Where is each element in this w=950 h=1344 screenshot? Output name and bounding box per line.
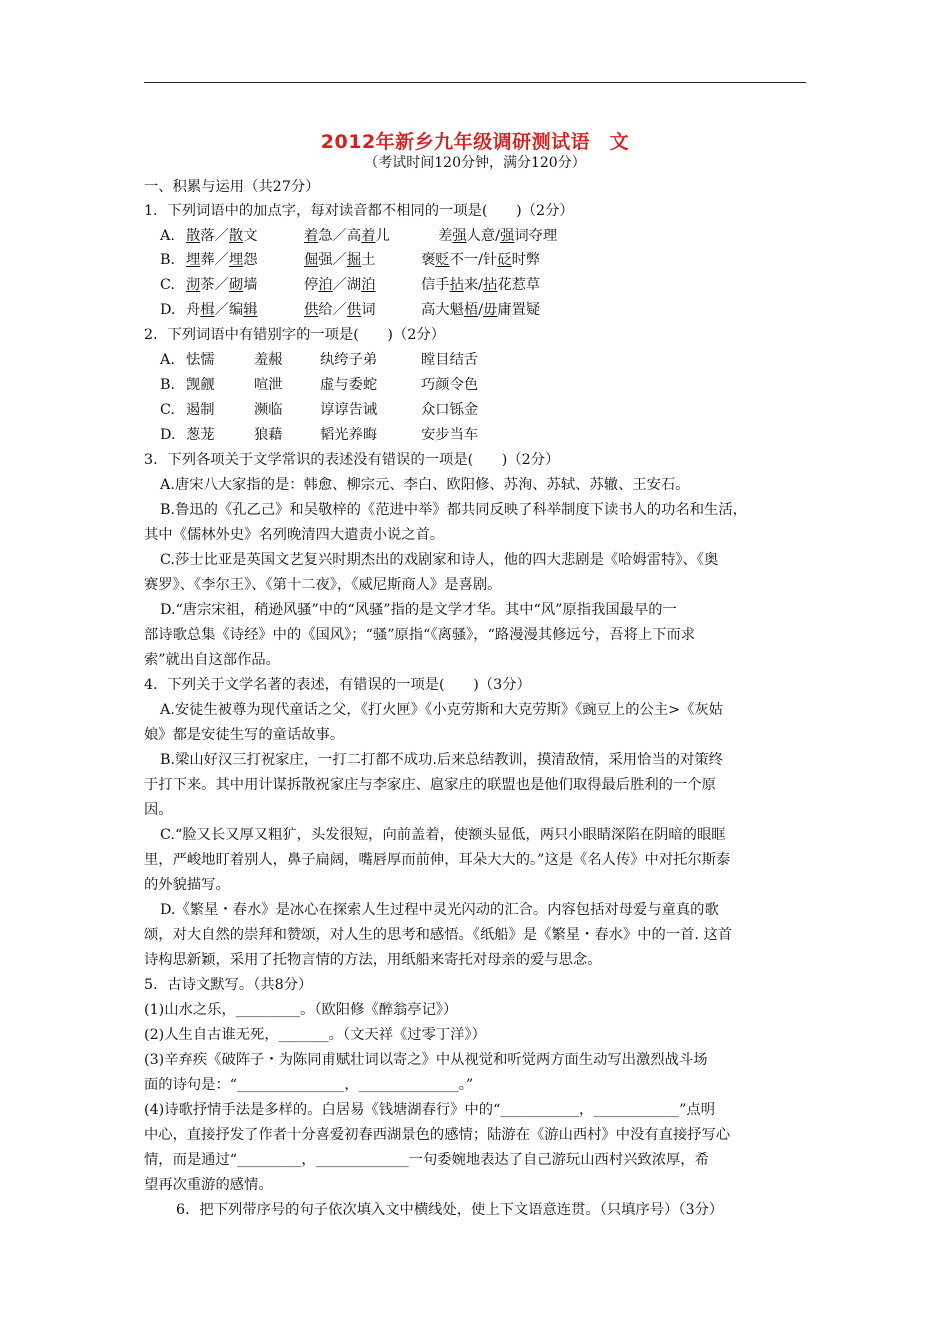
exam-info: （考试时间120分钟，满分120分） bbox=[364, 155, 586, 171]
word-pair: 褒贬不一/针砭时弊 bbox=[421, 252, 541, 268]
question-6-stem: 6．把下列带序号的句子依次填入文中横线处，使上下文语意连贯。（只填序号）（3分） bbox=[176, 1202, 724, 1218]
option-label: D. bbox=[160, 427, 176, 443]
word: 谆谆告诫 bbox=[320, 402, 378, 418]
word: 濒临 bbox=[254, 402, 283, 418]
section-heading: 一、积累与运用（共27分） bbox=[144, 179, 320, 195]
word-pair: 倔强／掘土 bbox=[304, 252, 376, 268]
word: 众口铄金 bbox=[421, 402, 479, 418]
fill-in-line: 面的诗句是：“_______________，______________。” bbox=[144, 1077, 474, 1093]
fill-in-line: (2)人生自古谁无死，_______。（文天祥《过零丁洋》） bbox=[144, 1027, 486, 1043]
header-rule bbox=[144, 82, 806, 83]
q4-option-b-cont: 于打下来。其中用计谋拆散祝家庄与李家庄、扈家庄的联盟也是他们取得最后胜利的一个原 bbox=[144, 777, 716, 793]
option-label: B. bbox=[160, 377, 176, 393]
q4-option-c-cont: 的外貌描写。 bbox=[144, 877, 230, 893]
q3-option-d-cont: 索”就出自这部作品。 bbox=[144, 652, 280, 668]
q3-option-b-cont: 其中《儒林外史》名列晚清四大遣责小说之首。 bbox=[144, 527, 445, 543]
q3-option-c-cont: 赛罗》、《李尔王》、《第十二夜》，《威尼斯商人》是喜剧。 bbox=[144, 577, 502, 593]
option-label: C. bbox=[160, 277, 175, 293]
word-pair: 停泊／湖泊 bbox=[304, 277, 376, 293]
page-title: 2012年新乡九年级调研测试语 文 bbox=[320, 131, 630, 153]
word: 喧泄 bbox=[254, 377, 283, 393]
fill-in-line: (1)山水之乐，_________。（欧阳修《醉翁亭记》） bbox=[144, 1002, 458, 1018]
q4-option-a: A.安徒生被尊为现代童话之父，《打火匣》《小克劳斯和大克劳斯》《豌豆上的公主>《灰姑 bbox=[160, 702, 723, 718]
word: 巧颜令色 bbox=[421, 377, 479, 393]
option-label: A. bbox=[160, 228, 175, 244]
word-pair: 信手拈来/拈花惹草 bbox=[421, 277, 541, 293]
option-label: B. bbox=[160, 252, 176, 268]
option-label: C. bbox=[160, 402, 175, 418]
question-4-stem: 4．下列关于文学名著的表述，有错误的一项是( )（3分） bbox=[144, 677, 531, 693]
question-3-stem: 3．下列各项关于文学常识的表述没有错误的一项是( )（2分） bbox=[144, 452, 560, 468]
q3-option-d: D.“唐宗宋祖，稍逊风骚”中的“风骚”指的是文学才华。其中“风”原指我国最早的一 bbox=[160, 602, 677, 618]
q3-option-c: C.莎士比亚是英国文艺复兴时期杰出的戏剧家和诗人，他的四大悲剧是《哈姆雷特》、《奥 bbox=[160, 552, 719, 568]
q3-option-d-cont: 部诗歌总集《诗经》中的《国风》；“骚”原指“《离骚》，“路漫漫其修远兮，吾将上下而求 bbox=[144, 627, 696, 643]
q3-option-a: A.唐宋八大家指的是：韩愈、柳宗元、李白、欧阳修、苏洵、苏轼、苏辙、王安石。 bbox=[160, 477, 690, 493]
word-pair: 散落／散文 bbox=[186, 228, 258, 244]
question-1-stem: 1．下列词语中的加点字，每对读音都不相同的一项是( )（2分） bbox=[144, 203, 574, 219]
word-pair: 差强人意/强词夺理 bbox=[438, 228, 558, 244]
word: 遏制 bbox=[186, 402, 215, 418]
word: 觊觎 bbox=[186, 377, 215, 393]
word-pair: 着急／高着儿 bbox=[304, 228, 390, 244]
word: 韬光养晦 bbox=[320, 427, 378, 443]
word: 安步当车 bbox=[421, 427, 479, 443]
fill-in-line: 情，而是通过“_________，_____________一句委婉地表达了自己游玩山西村兴致浓厚，希 bbox=[144, 1152, 709, 1168]
q4-option-b: B.梁山好汉三打祝家庄，一打二打都不成功.后来总结教训，摸清敌情，采用恰当的对策终 bbox=[160, 752, 723, 768]
word: 狼藉 bbox=[254, 427, 283, 443]
word-pair: 高大魁梧/毋庸置疑 bbox=[421, 302, 541, 318]
word-pair: 舟楫／编辑 bbox=[186, 302, 258, 318]
word: 怯懦 bbox=[186, 352, 215, 368]
fill-in-line: 望再次重游的感情。 bbox=[144, 1177, 273, 1193]
word: 葱茏 bbox=[186, 427, 215, 443]
q4-option-d: D.《繁星・春水》是冰心在探索人生过程中灵光闪动的汇合。内容包括对母爱与童真的歌 bbox=[160, 902, 719, 918]
word-pair: 埋葬／埋怨 bbox=[186, 252, 258, 268]
q3-option-b: B.鲁迅的《孔乙己》和吴敬梓的《范进中举》都共同反映了科举制度下读书人的功名和生活， bbox=[160, 502, 747, 518]
word: 瞠目结舌 bbox=[421, 352, 479, 368]
word-pair: 供给／供词 bbox=[304, 302, 376, 318]
q4-option-a-cont: 娘》都是安徒生写的童话故事。 bbox=[144, 727, 345, 743]
question-2-stem: 2．下列词语中有错别字的一项是( )（2分） bbox=[144, 327, 445, 343]
fill-in-line: 中心，直接抒发了作者十分喜爱初春西湖景色的感情；陆游在《游山西村》中没有直接抒写心 bbox=[144, 1127, 731, 1143]
word-pair: 沏茶／砌墙 bbox=[186, 277, 258, 293]
fill-in-line: (3)辛弃疾《破阵子・为陈同甫赋壮词以寄之》中从视觉和听觉两方面生动写出激烈战斗场 bbox=[144, 1052, 708, 1068]
q4-option-b-cont: 因。 bbox=[144, 802, 173, 818]
word: 纨绔子弟 bbox=[320, 352, 378, 368]
word: 虚与委蛇 bbox=[320, 377, 378, 393]
fill-in-line: (4)诗歌抒情手法是多样的。白居易《钱塘湖春行》中的“___________，____________”点明 bbox=[144, 1102, 715, 1118]
q4-option-d-cont: 诗构思新颖，采用了托物言情的方法，用纸船来寄托对母亲的爱与思念。 bbox=[144, 952, 602, 968]
option-label: D. bbox=[160, 302, 176, 318]
option-label: A. bbox=[160, 352, 175, 368]
q4-option-c: C.“脸又长又厚又粗犷，头发很短，向前盖着，使额头显低，两只小眼睛深陷在阴暗的眼眶 bbox=[160, 827, 726, 843]
q4-option-c-cont: 里，严峻地盯着别人，鼻子扁阔，嘴唇厚而前伸，耳朵大大的。”这是《名人传》中对托尔斯泰 bbox=[144, 852, 731, 868]
word: 羞赧 bbox=[254, 352, 283, 368]
q4-option-d-cont: 颂，对大自然的崇拜和赞颂，对人生的思考和感悟。《纸船》是《繁星・春水》中的一首. 这首 bbox=[144, 927, 733, 943]
question-5-stem: 5．古诗文默写。（共8分） bbox=[144, 977, 313, 993]
